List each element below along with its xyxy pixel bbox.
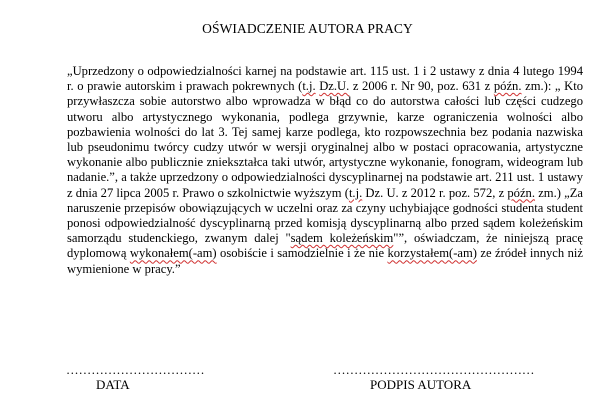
statement-text: zm.) „Za naruszenie przepisów obowiązujących w uczelni oraz za czyny uchybiające godności studenta student ponosi odpowiedzialność dyscyplinarną przed komisją dyscyplinarną albo przed sądem koleżeńskim samorządu studenckiego, zwanym dalej ": [67, 185, 583, 246]
spellcheck-flag: późn.: [507, 185, 536, 200]
spellcheck-flag: Dz.U.: [319, 79, 350, 94]
author-signature-label: PODPIS AUTORA: [370, 377, 472, 392]
date-signature-line: ……………………………: [66, 363, 205, 377]
statement-text: ze źródeł innych niż wymienione w pracy.”: [67, 246, 583, 276]
statement-text: "”, oświadczam, że niniejszą pracę dyplomową: [67, 231, 583, 261]
statement-text: Dz. U. z 2012 r. poz. 572, z: [362, 185, 508, 200]
spellcheck-flag: wykonałem(-am): [129, 246, 217, 261]
statement-paragraph: [67, 64, 583, 277]
spellcheck-flag: sądem koleżeńskim: [290, 231, 394, 246]
spellcheck-flag: korzystałem(-am): [387, 246, 477, 261]
statement-text: zm.): „ Kto przywłaszcza sobie autorstwo albo wprowadza w błąd co do autorstwa całości lub części cudzego utworu albo artystycznego wykonania, podlega grzywnie, karze ograniczenia wolności albo pozbawienia wolności do lat 3. Tej samej karze podlega, kto rozpowszechnia bez podania nazwiska lub pseudonimu twórcy cudzy utwór w wersji oryginalnej albo w postaci opracowania, artystyczne wykonanie albo publicznie zniekształca taki utwór, artystyczne wykonanie, fonogram, wideogram lub nadanie.”, a także uprzedzony o odpowiedzialności dyscyplinarnej na podstawie art. 211 ust. 1 ustawy z dnia 27 lipca 2005 r. Prawo o szkolnictwie wyższym (: [67, 79, 583, 200]
statement-text: „Uprzedzony o odpowiedzialności karnej na podstawie art. 115 ust. 1 i 2 ustawy z dnia 4 lutego 1994 r. o prawie autorskim i prawach pokrewnych (: [67, 64, 583, 94]
spellcheck-flag: t.j.: [348, 185, 363, 200]
spellcheck-flag: t.j.: [302, 79, 316, 94]
statement-text: z 2006 r. Nr 90, poz. 631 z: [349, 79, 494, 94]
date-label: DATA: [96, 377, 130, 392]
spellcheck-flag: późn.: [493, 79, 522, 94]
statement-text: osobiście i samodzielnie i że nie: [216, 246, 388, 261]
document-title: OŚWIADCZENIE AUTORA PRACY: [202, 21, 413, 36]
author-signature-line: …………………………………………: [333, 363, 535, 377]
